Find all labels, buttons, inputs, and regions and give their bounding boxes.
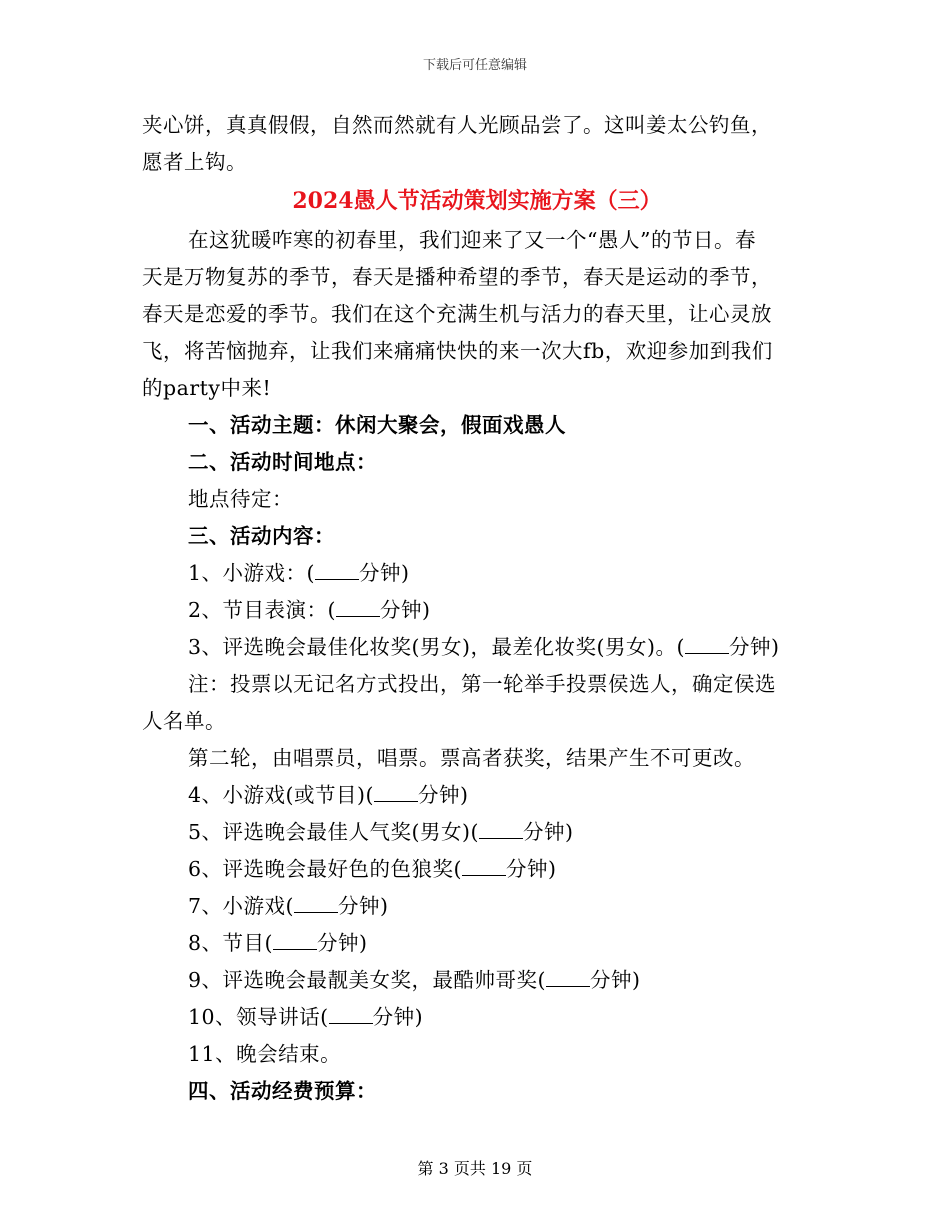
blank-field <box>462 874 506 876</box>
list-item: 6、评选晚会最好色的色狼奖( 分钟) <box>188 857 557 881</box>
paragraph-line: 愿者上钩。 <box>142 150 247 174</box>
page-header: 下载后可任意编辑 <box>422 58 527 73</box>
note-line: 注：投票以无记名方式投出，第一轮举手投票侯选人，确定侯选 <box>188 672 776 696</box>
heading-budget: 四、活动经费预算： <box>188 1079 377 1103</box>
heading-time-location: 二、活动时间地点： <box>188 450 377 474</box>
blank-field <box>685 652 729 654</box>
section-title: 2024愚人节活动策划实施方案（三） <box>292 188 662 214</box>
list-item: 11、晚会结束。 <box>188 1042 342 1066</box>
blank-field <box>336 615 380 617</box>
location-text: 地点待定： <box>188 487 293 511</box>
list-item: 1、小游戏：( 分钟) <box>188 561 410 585</box>
blank-field <box>294 911 338 913</box>
heading-content: 三、活动内容： <box>188 524 335 548</box>
list-item: 10、领导讲话( 分钟) <box>188 1005 424 1029</box>
blank-field <box>315 578 359 580</box>
page-content <box>142 107 812 1110</box>
intro-line: 春天是恋爱的季节。我们在这个充满生机与活力的春天里，让心灵放 <box>142 302 772 326</box>
list-item: 3、评选晚会最佳化妆奖(男女)，最差化妆奖(男女)。( 分钟) <box>188 635 780 659</box>
list-item: 7、小游戏( 分钟) <box>188 894 389 918</box>
paragraph-line: 夹心饼，真真假假，自然而然就有人光顾品尝了。这叫姜太公钓鱼， <box>142 113 772 137</box>
blank-field <box>479 837 523 839</box>
intro-line: 天是万物复苏的季节，春天是播种希望的季节，春天是运动的季节， <box>142 265 772 289</box>
list-item: 5、评选晚会最佳人气奖(男女)( 分钟) <box>188 820 574 844</box>
list-item: 2、节目表演：( 分钟) <box>188 598 431 622</box>
blank-field <box>546 985 590 987</box>
note-line: 人名单。 <box>142 709 226 733</box>
list-item: 8、节目( 分钟) <box>188 931 368 955</box>
blank-field <box>374 800 418 802</box>
list-item: 9、评选晚会最靓美女奖，最酷帅哥奖( 分钟) <box>188 968 641 992</box>
intro-line: 飞，将苦恼抛弃，让我们来痛痛快快的来一次大fb，欢迎参加到我们 <box>142 339 773 363</box>
note-line: 第二轮，由唱票员，唱票。票高者获奖，结果产生不可更改。 <box>188 746 755 770</box>
list-item: 4、小游戏(或节目)( 分钟) <box>188 783 469 807</box>
page-footer: 第 3 页共 19 页 <box>417 1159 533 1178</box>
blank-field <box>273 948 317 950</box>
intro-line: 的party中来! <box>142 376 272 400</box>
heading-theme: 一、活动主题：休闲大聚会，假面戏愚人 <box>188 413 566 437</box>
blank-field <box>329 1022 373 1024</box>
intro-line: 在这犹暖咋寒的初春里，我们迎来了又一个“愚人”的节日。春 <box>188 228 756 252</box>
